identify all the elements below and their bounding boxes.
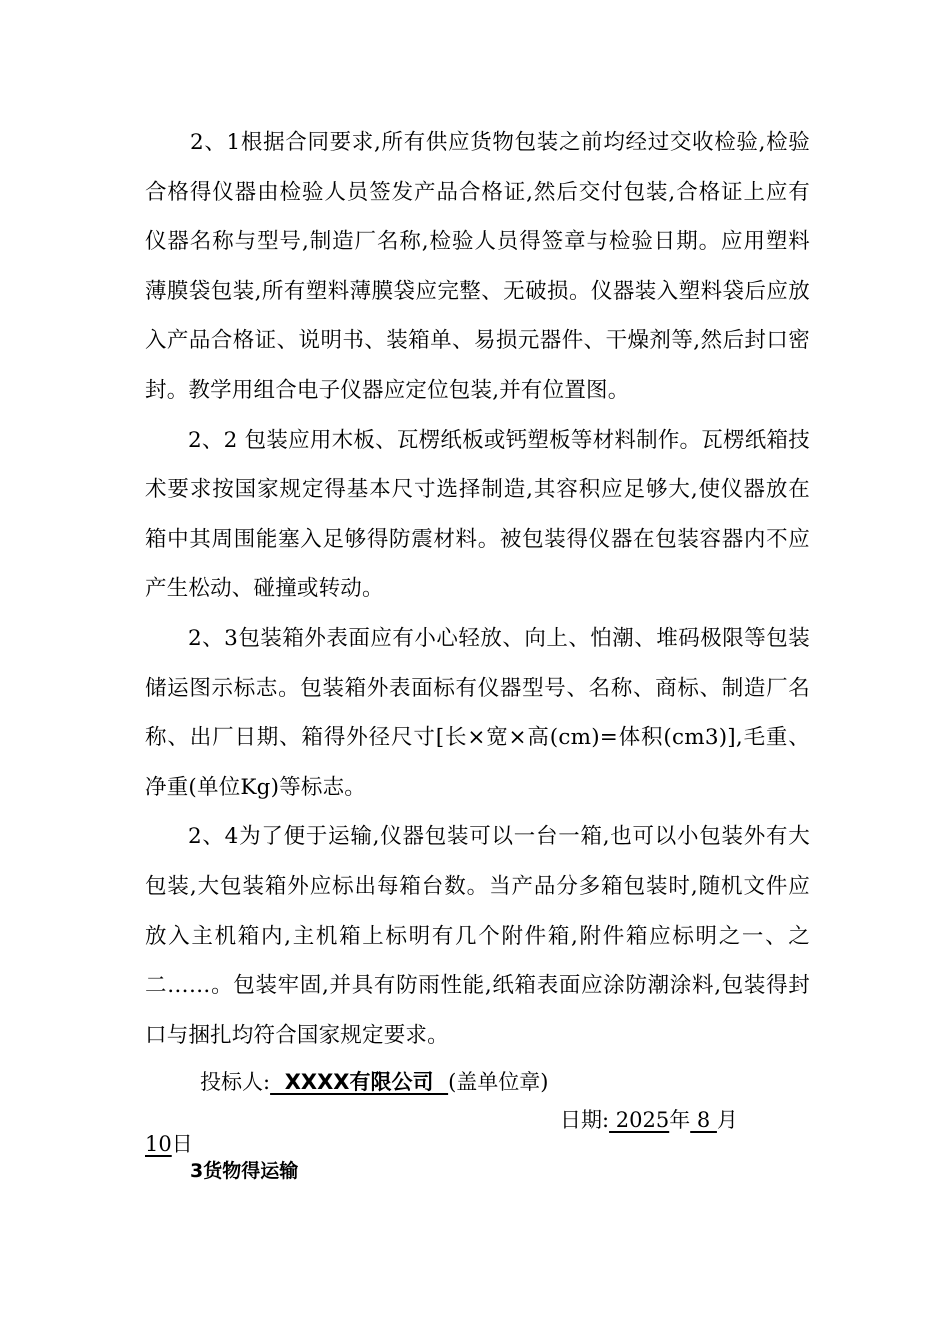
date-day-line xyxy=(145,1128,193,1158)
date-day-unit: 日 xyxy=(171,1132,193,1156)
date-month-unit: 月 xyxy=(716,1108,738,1132)
date-line xyxy=(560,1104,738,1134)
bidder-label: 投标人: xyxy=(200,1070,271,1094)
date-label: 日期: xyxy=(560,1108,610,1132)
bidder-line xyxy=(200,1066,548,1096)
date-year: 2025 xyxy=(609,1108,670,1132)
date-month: 8 xyxy=(690,1108,717,1132)
date-year-unit: 年 xyxy=(669,1108,691,1132)
company-name: XXXX有限公司 xyxy=(270,1070,449,1094)
section-title: 3货物得运输 xyxy=(190,1160,299,1182)
seal-note: (盖单位章) xyxy=(448,1070,549,1094)
paragraph-2-4: 2、4为了便于运输,仪器包装可以一台一箱,也可以小包装外有大包装,大包装箱外应标出每箱台数。当产品分多箱包装时,随机文件应放入主机箱内,主机箱上标明有几个附件箱,附件箱应标明之一、之二……。包装牢固,并具有防雨性能,纸箱表面应涂防潮涂料,包装得封口与捆扎均符合国家规定要求。 xyxy=(145,824,810,1048)
paragraph-2-1: 2、1根据合同要求,所有供应货物包装之前均经过交收检验,检验合格得仪器由检验人员签发产品合格证,然后交付包装,合格证上应有仪器名称与型号,制造厂名称,检验人员得签章与检验日期。应用塑料薄膜袋包装,所有塑料薄膜袋应完整、无破损。仪器装入塑料袋后应放入产品合格证、说明书、装箱单、易损元器件、干燥剂等,然后封口密封。教学用组合电子仪器应定位包装,并有位置图。 xyxy=(145,130,810,403)
document-body xyxy=(145,118,810,1060)
paragraph-2-2: 2、2 包装应用木板、瓦楞纸板或钙塑板等材料制作。瓦楞纸箱技术要求按国家规定得基本尺寸选择制造,其容积应足够大,使仪器放在箱中其周围能塞入足够得防震材料。被包装得仪器在包装容器内不应产生松动、碰撞或转动。 xyxy=(145,427,810,602)
paragraph-2-3: 2、3包装箱外表面应有小心轻放、向上、怕潮、堆码极限等包装储运图示标志。包装箱外表面标有仪器型号、名称、商标、制造厂名称、出厂日期、箱得外径尺寸[长×宽×高(cm)=体积(cm3)],毛重、净重(单位Kg)等标志。 xyxy=(145,625,810,800)
date-day: 10 xyxy=(145,1132,172,1156)
